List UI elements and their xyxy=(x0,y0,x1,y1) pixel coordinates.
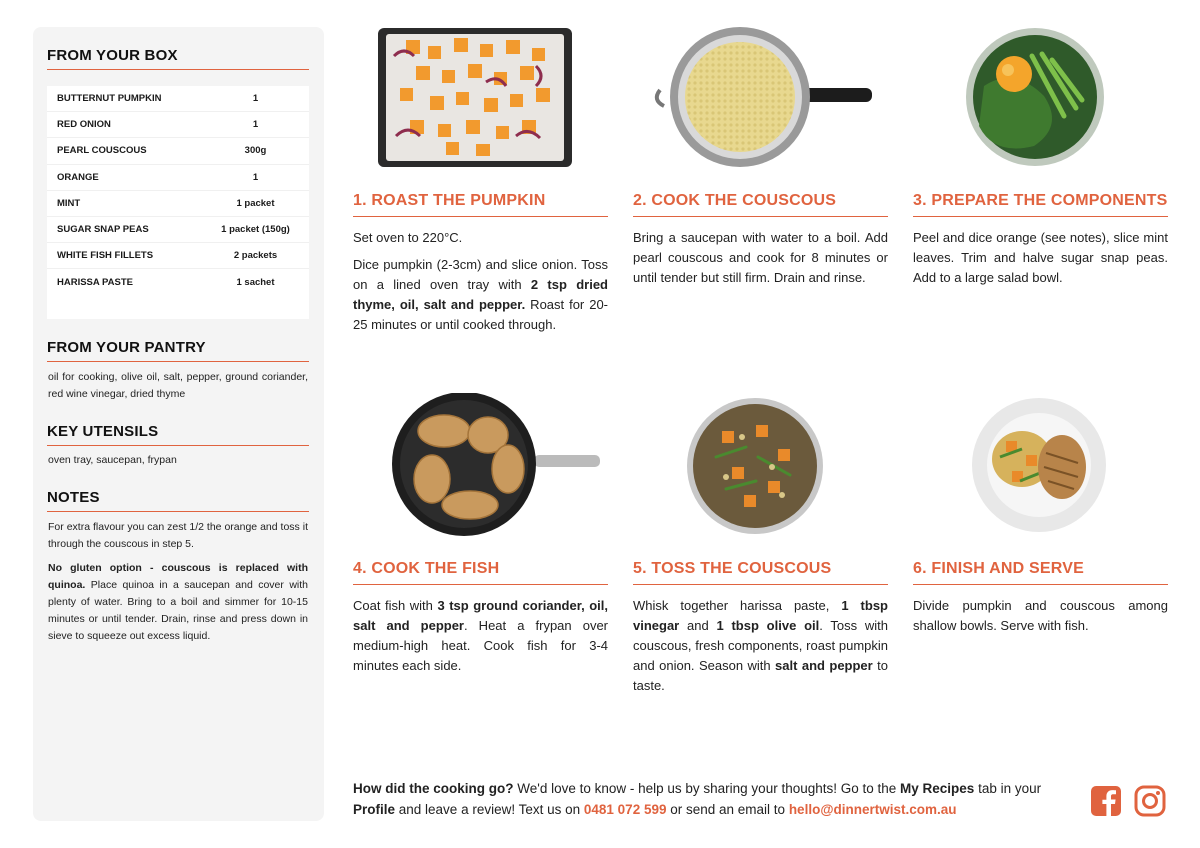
roast-pumpkin-photo xyxy=(376,26,574,169)
table-row xyxy=(47,112,309,138)
step-4-text-a: Coat fish with xyxy=(353,598,438,613)
step-6-text: Divide pumpkin and couscous among shallow bowls. Serve with fish. xyxy=(913,598,1168,633)
step-5-text-e: . Toss with couscous, fresh components, roast pumpkin and onion. Season with xyxy=(633,618,889,673)
ingredient-name: ORANGE xyxy=(57,171,99,183)
facebook-icon[interactable] xyxy=(1090,785,1122,817)
ingredient-name: PEARL COUSCOUS xyxy=(57,145,147,157)
utensils-heading: KEY UTENSILS xyxy=(47,423,309,446)
step-4-text xyxy=(353,596,608,676)
finish-serve-photo xyxy=(970,397,1108,533)
step-3-text: Peel and dice orange (see notes), slice mint leaves. Trim and halve sugar snap peas. Add to a large salad bowl. xyxy=(913,230,1168,285)
table-row xyxy=(47,191,309,217)
ingredient-qty: 1 sachet xyxy=(236,276,275,288)
step-1-text-2 xyxy=(353,255,608,335)
step-1-body xyxy=(353,228,608,335)
utensils-text: oven tray, saucepan, frypan xyxy=(48,454,177,466)
table-row xyxy=(47,86,309,112)
footer-text-1: We'd love to know - help us by sharing your thoughts! Go to the xyxy=(513,781,901,796)
step-3-title: 3. PREPARE THE COMPONENTS xyxy=(913,192,1168,217)
step-5-text-d: 1 tbsp olive oil xyxy=(716,618,820,633)
footer-text-2: tab in your xyxy=(974,781,1042,796)
step-5-text-c: and xyxy=(679,618,717,633)
ingredient-name: RED ONION xyxy=(57,119,111,131)
ingredient-name: HARISSA PASTE xyxy=(57,276,134,288)
box-ingredients-table xyxy=(47,86,309,319)
box-heading: FROM YOUR BOX xyxy=(47,47,309,70)
step-4-text-b: 3 tsp ground coriander, oil, salt and pepper xyxy=(353,598,608,633)
ingredient-name: WHITE FISH FILLETS xyxy=(57,250,154,262)
table-row xyxy=(47,269,309,295)
step-4 xyxy=(353,560,608,683)
step-4-text-c: . Heat a frypan over medium-high heat. Cook fish for 3-4 minutes each side. xyxy=(353,618,609,673)
phone-link[interactable]: 0481 072 599 xyxy=(583,802,667,817)
step-1-text-2c: Roast for 20-25 minutes or until cooked through. xyxy=(353,297,609,332)
table-row xyxy=(47,243,309,269)
cook-fish-photo xyxy=(384,393,602,536)
email-link[interactable]: hello@dinnertwist.com.au xyxy=(788,802,957,817)
notes-paragraph: For extra flavour you can zest 1/2 the orange and toss it through the couscous in step 5. xyxy=(48,521,308,550)
step-5 xyxy=(633,560,888,703)
step-5-text-a: Whisk together harissa paste, xyxy=(633,598,842,613)
my-recipes-label: My Recipes xyxy=(900,781,975,796)
step-1-title: 1. ROAST THE PUMPKIN xyxy=(353,192,608,217)
step-5-text xyxy=(633,596,888,696)
pantry-text: oil for cooking, olive oil, salt, pepper, ground coriander, red wine vinegar, dried thyme xyxy=(48,371,308,400)
ingredient-qty: 1 xyxy=(252,171,259,183)
pantry-heading: FROM YOUR PANTRY xyxy=(47,339,309,362)
step-1-text-1: Set oven to 220°C. xyxy=(353,230,463,245)
table-row xyxy=(47,217,309,243)
profile-label: Profile xyxy=(353,802,396,817)
step-5-text-b: 1 tbsp vinegar xyxy=(633,598,888,633)
step-4-body xyxy=(353,596,608,676)
feedback-footer xyxy=(353,778,1073,820)
step-3 xyxy=(913,192,1168,295)
step-2-text: Bring a saucepan with water to a boil. Add pearl couscous and cook for 8 minutes or until tender but still firm. Drain and rinse. xyxy=(633,230,888,285)
couscous-photo xyxy=(650,26,876,169)
ingredient-qty: 1 xyxy=(252,119,259,131)
step-2-title: 2. COOK THE COUSCOUS xyxy=(633,192,888,217)
step-6-title: 6. FINISH AND SERVE xyxy=(913,560,1168,585)
ingredients-sidebar xyxy=(33,27,324,821)
step-1-text-2b: 2 tsp dried thyme, oil, salt and pepper. xyxy=(353,277,608,312)
step-1-text-2a: Dice pumpkin (2-3cm) and slice onion. Toss on a lined oven tray with xyxy=(353,257,608,292)
notes-gluten-bold: No gluten option - couscous is replaced with quinoa. xyxy=(48,562,308,591)
instagram-icon[interactable] xyxy=(1134,785,1166,817)
step-5-text-g: to taste. xyxy=(633,658,888,693)
step-5-title: 5. TOSS THE COUSCOUS xyxy=(633,560,888,585)
notes-gluten-text: Place quinoa in a saucepan and cover with plenty of water. Bring to a boil and simmer for 10-15 minutes or until tender. Drain, rinse and press down in sieve to squeeze out excess liquid. xyxy=(48,579,308,642)
footer-question: How did the cooking go? xyxy=(353,781,514,796)
notes-heading: NOTES xyxy=(47,489,309,512)
step-6-body xyxy=(913,596,1168,636)
step-4-title: 4. COOK THE FISH xyxy=(353,560,608,585)
step-1 xyxy=(353,192,608,342)
ingredient-qty: 300g xyxy=(244,145,267,157)
footer-text-3: and leave a review! Text us on xyxy=(395,802,584,817)
step-5-body xyxy=(633,596,888,696)
ingredient-name: MINT xyxy=(57,197,81,209)
ingredient-qty: 1 xyxy=(252,93,259,105)
footer-text-4: or send an email to xyxy=(666,802,789,817)
step-2 xyxy=(633,192,888,295)
components-photo xyxy=(964,26,1106,168)
table-row xyxy=(47,138,309,164)
table-row xyxy=(47,165,309,191)
step-6 xyxy=(913,560,1168,643)
step-2-body xyxy=(633,228,888,288)
ingredient-qty: 2 packets xyxy=(233,250,278,262)
ingredient-qty: 1 packet (150g) xyxy=(221,224,290,236)
step-5-text-f: salt and pepper xyxy=(775,658,873,673)
toss-couscous-photo xyxy=(686,397,824,535)
ingredient-name: BUTTERNUT PUMPKIN xyxy=(57,93,162,105)
ingredient-qty: 1 packet xyxy=(236,197,275,209)
step-3-body xyxy=(913,228,1168,288)
ingredient-name: SUGAR SNAP PEAS xyxy=(57,224,149,236)
notes-gluten-paragraph xyxy=(48,560,308,645)
